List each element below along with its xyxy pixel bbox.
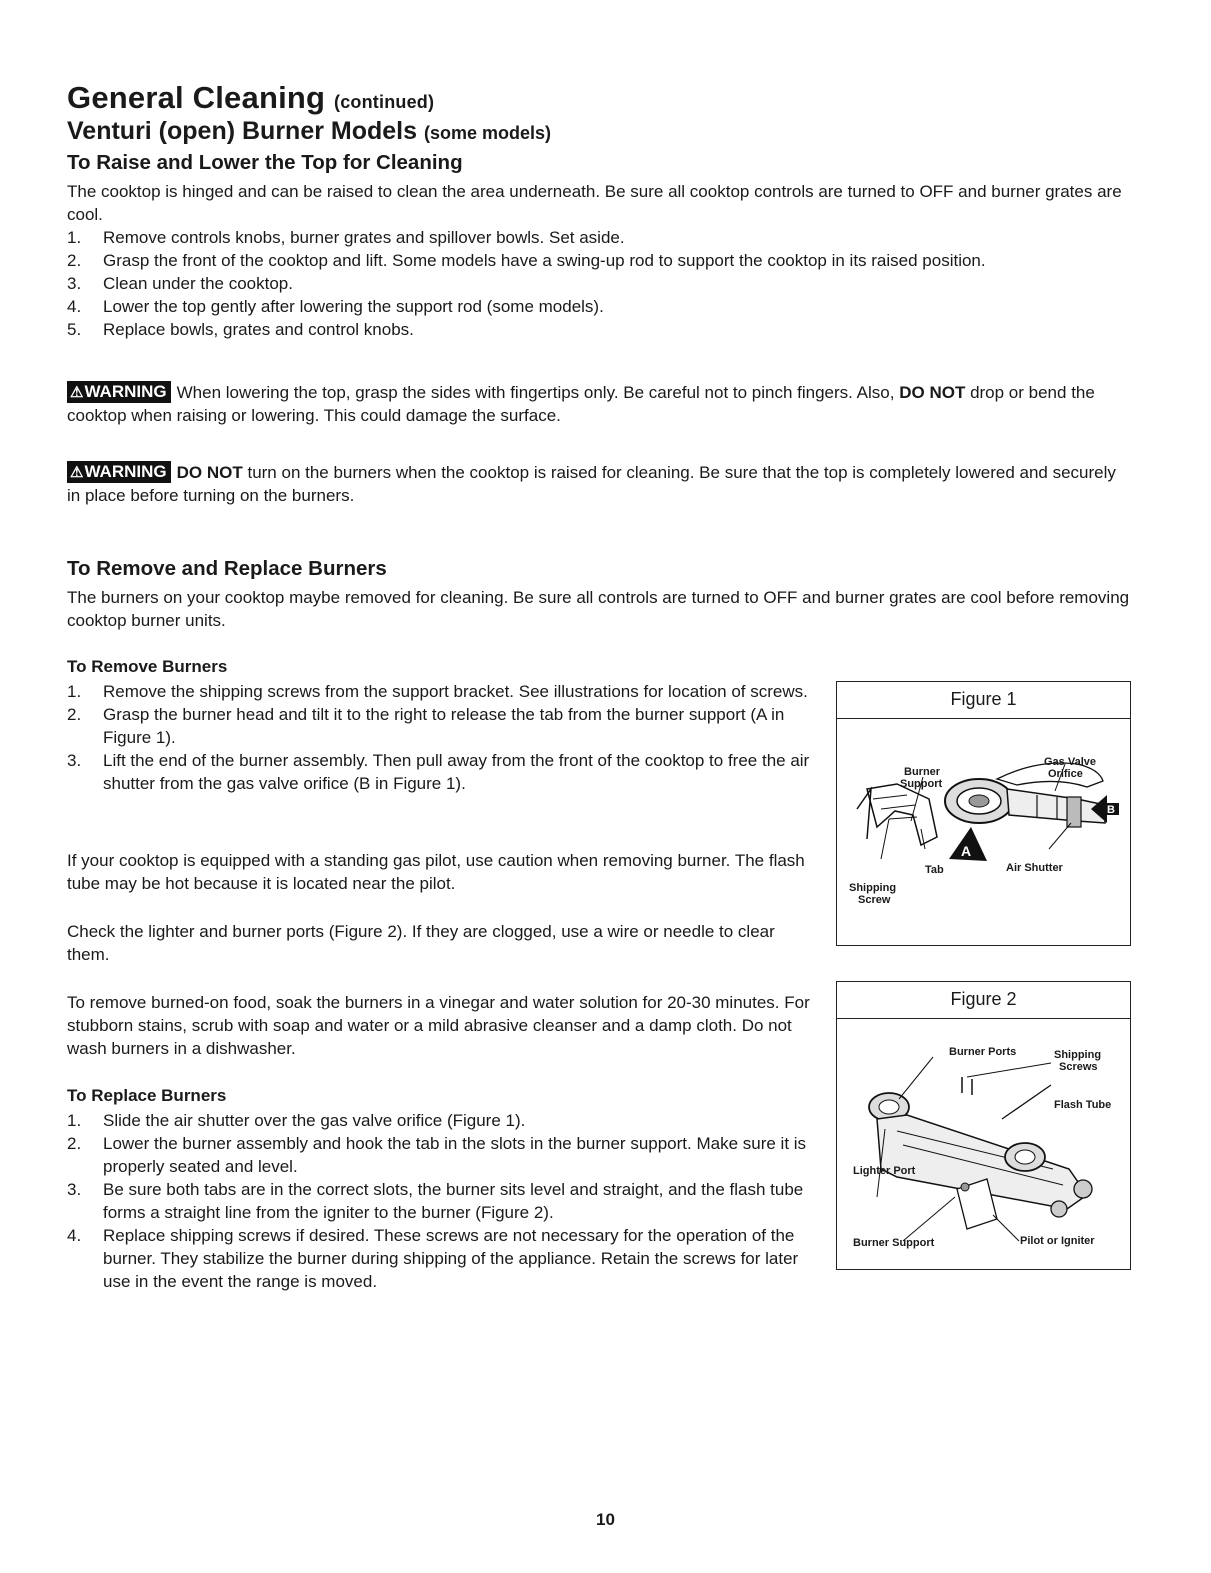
marker-a: A xyxy=(961,843,972,859)
list-item: 2. Lower the burner assembly and hook the tab in the slots in the burner support. Make sure it is properly seated and level. xyxy=(67,1134,807,1176)
label-flash-tube: Flash Tube xyxy=(1054,1099,1112,1111)
replace-steps xyxy=(67,1109,812,1293)
warning-triangle-icon: ⚠ xyxy=(70,464,84,481)
warning-triangle-icon: ⚠ xyxy=(70,384,84,401)
page-title: General Cleaning (continued) xyxy=(67,80,435,115)
list-item: 2. Grasp the front of the cooktop and lift. Some models have a swing-up rod to support the cooktop in its raised position. xyxy=(67,251,986,270)
list-item: 3. Be sure both tabs are in the correct slots, the burner sits level and straight, and the flash tube forms a straight line from the igniter to the burner (Figure 2). xyxy=(67,1180,804,1222)
warning-badge: ⚠WARNING xyxy=(67,381,171,403)
list-item: 2. Grasp the burner head and tilt it to the right to release the tab from the burner support (A in Figure 1). xyxy=(67,705,785,747)
label-lighter-port: Lighter Port xyxy=(853,1165,916,1177)
label-shipping-1: Shipping xyxy=(1054,1049,1102,1061)
label-burner-support-1: Burner xyxy=(904,766,941,778)
list-item: 1. Remove controls knobs, burner grates and spillover bowls. Set aside. xyxy=(67,228,625,247)
warning-1: ⚠WARNING When lowering the top, grasp the sides with fingertips only. Be careful not to pinch fingers. Also, DO NOT drop or bend the cooktop when raising or lowering. This could damage the surface. xyxy=(67,382,1095,425)
raise-heading: To Raise and Lower the Top for Cleaning xyxy=(67,151,463,174)
figure-1 xyxy=(836,681,1131,946)
warning-badge: ⚠WARNING xyxy=(67,461,171,483)
burners-heading: To Remove and Replace Burners xyxy=(67,557,387,580)
label-shipping-2: Screw xyxy=(858,894,891,906)
marker-b: B xyxy=(1107,804,1115,816)
list-item: 3. Lift the end of the burner assembly. Then pull away from the front of the cooktop to free the air shutter from the gas valve orifice (B in Figure 1). xyxy=(67,751,810,793)
list-item: 5. Replace bowls, grates and control knobs. xyxy=(67,320,414,339)
page-subtitle-suffix: (some models) xyxy=(423,123,552,143)
remove-steps xyxy=(67,680,812,795)
figure-2-title: Figure 2 xyxy=(837,982,1130,1019)
list-item: 3. Clean under the cooktop. xyxy=(67,274,293,293)
figure-1-title: Figure 1 xyxy=(837,682,1130,719)
replace-heading: To Replace Burners xyxy=(67,1086,227,1105)
list-item: 1. Slide the air shutter over the gas valve orifice (Figure 1). xyxy=(67,1111,526,1130)
label-pilot: Pilot or Igniter xyxy=(1020,1235,1095,1247)
list-item: 4. Replace shipping screws if desired. These screws are not necessary for the operation of the burner. They stabilize the burner during shipping of the appliance. Retain the screws for later use in the event the range is moved. xyxy=(67,1226,799,1291)
label-gas-valve-1: Gas Valve xyxy=(1044,756,1096,768)
label-burner-support-2: Support xyxy=(900,778,943,790)
page-number: 10 xyxy=(596,1510,615,1529)
page-title-suffix: (continued) xyxy=(334,92,435,112)
remove-heading: To Remove Burners xyxy=(67,657,228,676)
figure-1-illustration xyxy=(837,719,1130,945)
label-gas-valve-2: Orifice xyxy=(1048,768,1083,780)
raise-steps xyxy=(67,226,1131,341)
list-item: 4. Lower the top gently after lowering the support rod (some models). xyxy=(67,297,604,316)
label-tab: Tab xyxy=(925,864,944,876)
raise-intro: The cooktop is hinged and can be raised to clean the area underneath. Be sure all cooktop controls are turned to OFF and burner grates are cool. xyxy=(67,182,1122,224)
label-shipping-1: Shipping xyxy=(849,882,897,894)
label-burner-ports: Burner Ports xyxy=(949,1046,1017,1058)
figure-2 xyxy=(836,981,1131,1270)
warning-2: ⚠WARNING DO NOT turn on the burners when the cooktop is raised for cleaning. Be sure that the top is completely lowered and securely in place before turning on the burners. xyxy=(67,462,1116,505)
list-item: 1. Remove the shipping screws from the support bracket. See illustrations for location of screws. xyxy=(67,682,808,701)
check-note: Check the lighter and burner ports (Figure 2). If they are clogged, use a wire or needle to clear them. xyxy=(67,922,775,964)
label-shipping-2: Screws xyxy=(1059,1061,1098,1073)
soak-note: To remove burned-on food, soak the burners in a vinegar and water solution for 20-30 minutes. For stubborn stains, scrub with soap and water or a mild abrasive cleanser and a damp cloth. Do not wash burners in a dishwasher. xyxy=(67,993,810,1058)
label-burner-support: Burner Support xyxy=(853,1237,935,1249)
burners-intro: The burners on your cooktop maybe removed for cleaning. Be sure all controls are turned to OFF and burner grates are cool before removing cooktop burner units. xyxy=(67,588,1130,630)
page-subtitle: Venturi (open) Burner Models (some models) xyxy=(67,117,552,145)
pilot-note: If your cooktop is equipped with a standing gas pilot, use caution when removing burner. The flash tube may be hot because it is located near the pilot. xyxy=(67,851,805,893)
label-air-shutter: Air Shutter xyxy=(1006,862,1063,874)
